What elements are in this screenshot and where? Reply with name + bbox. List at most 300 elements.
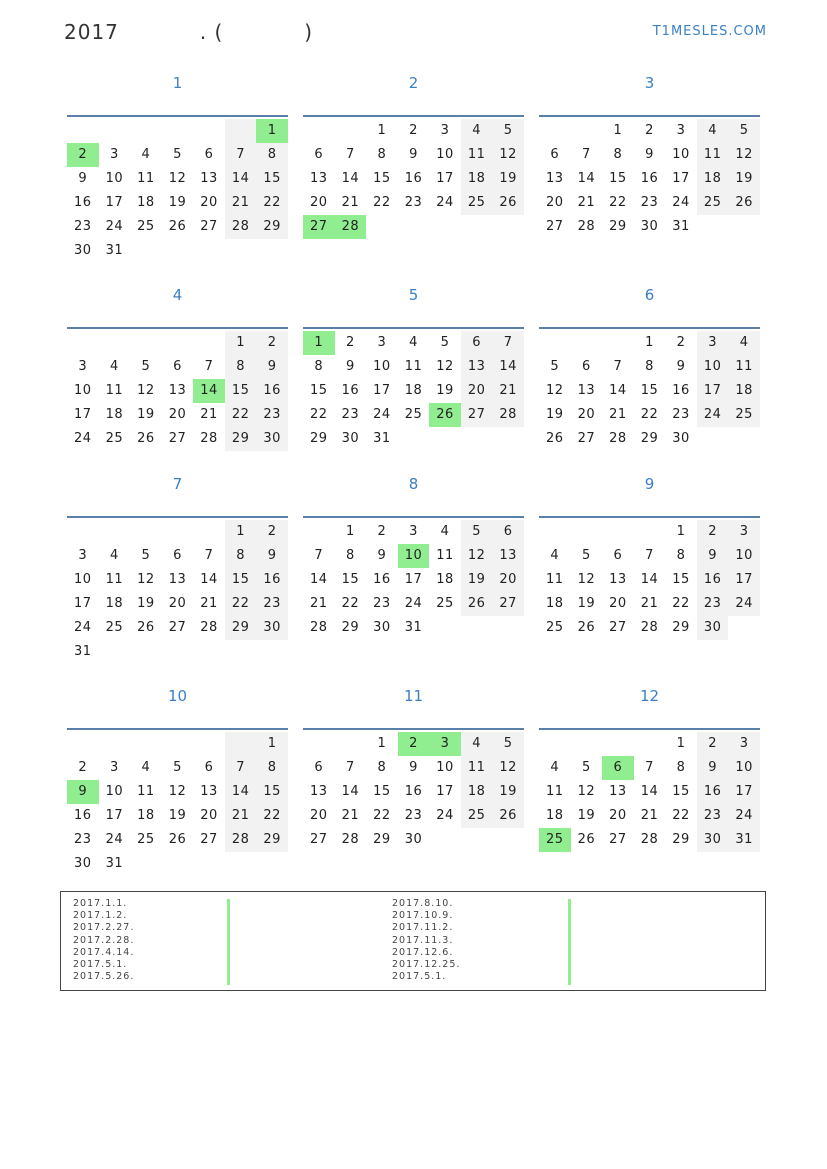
day-cell[interactable]: 23 xyxy=(74,219,92,234)
day-cell[interactable]: 16 xyxy=(697,780,729,804)
day-cell[interactable]: 15 xyxy=(672,572,690,587)
day-cell[interactable]: 4 xyxy=(141,147,151,162)
day-cell[interactable]: 16 xyxy=(373,572,391,587)
day-cell[interactable]: 18 xyxy=(137,195,155,210)
day-cell[interactable]: 20 xyxy=(577,407,596,422)
day-cell[interactable]: 18 xyxy=(404,383,423,398)
day-cell[interactable]: 2 xyxy=(256,331,288,355)
day-cell[interactable]: 25 xyxy=(728,403,760,427)
day-cell[interactable]: 5 xyxy=(581,760,591,775)
day-cell[interactable]: 23 xyxy=(404,808,423,823)
day-cell[interactable]: 14 xyxy=(341,171,360,186)
day-cell[interactable]: 22 xyxy=(256,191,288,215)
day-cell[interactable]: 23 xyxy=(256,403,288,427)
day-cell[interactable]: 27 xyxy=(577,431,596,446)
day-cell[interactable]: 9 xyxy=(697,544,729,568)
day-cell[interactable]: 25 xyxy=(137,832,155,847)
day-cell[interactable]: 2 xyxy=(676,335,686,350)
day-cell[interactable]: 3 xyxy=(440,123,450,138)
day-cell[interactable]: 26 xyxy=(577,620,596,635)
day-cell[interactable]: 18 xyxy=(697,167,729,191)
day-cell[interactable]: 10 xyxy=(74,572,92,587)
day-cell[interactable]: 9 xyxy=(676,359,686,374)
day-cell[interactable]: 16 xyxy=(256,379,288,403)
day-cell[interactable]: 24 xyxy=(404,596,423,611)
day-cell[interactable]: 15 xyxy=(256,167,288,191)
day-cell[interactable]: 27 xyxy=(168,431,187,446)
day-cell[interactable]: 9 xyxy=(256,544,288,568)
day-cell[interactable]: 5 xyxy=(581,548,591,563)
day-cell[interactable]: 24 xyxy=(436,808,454,823)
holiday-day-cell[interactable]: 27 xyxy=(303,215,335,239)
day-cell[interactable]: 19 xyxy=(168,195,187,210)
day-cell[interactable]: 13 xyxy=(546,171,564,186)
day-cell[interactable]: 24 xyxy=(672,195,690,210)
day-cell[interactable]: 28 xyxy=(341,832,360,847)
day-cell[interactable]: 11 xyxy=(404,359,423,374)
day-cell[interactable]: 5 xyxy=(492,119,524,143)
day-cell[interactable]: 16 xyxy=(697,568,729,592)
day-cell[interactable]: 22 xyxy=(373,195,391,210)
day-cell[interactable]: 6 xyxy=(314,147,324,162)
holiday-day-cell[interactable]: 10 xyxy=(398,544,430,568)
day-cell[interactable]: 4 xyxy=(550,760,560,775)
day-cell[interactable]: 28 xyxy=(640,832,659,847)
day-cell[interactable]: 18 xyxy=(461,167,493,191)
day-cell[interactable]: 5 xyxy=(728,119,760,143)
day-cell[interactable]: 3 xyxy=(78,359,88,374)
day-cell[interactable]: 13 xyxy=(200,171,218,186)
day-cell[interactable]: 19 xyxy=(461,568,493,592)
day-cell[interactable]: 22 xyxy=(310,407,328,422)
day-cell[interactable]: 20 xyxy=(492,568,524,592)
day-cell[interactable]: 10 xyxy=(728,756,760,780)
day-cell[interactable]: 22 xyxy=(225,592,257,616)
day-cell[interactable]: 2 xyxy=(78,760,88,775)
day-cell[interactable]: 6 xyxy=(550,147,560,162)
day-cell[interactable]: 14 xyxy=(577,171,596,186)
day-cell[interactable]: 15 xyxy=(373,784,391,799)
day-cell[interactable]: 26 xyxy=(461,592,493,616)
day-cell[interactable]: 2 xyxy=(377,524,387,539)
day-cell[interactable]: 9 xyxy=(697,756,729,780)
day-cell[interactable]: 9 xyxy=(645,147,654,162)
day-cell[interactable]: 1 xyxy=(345,524,355,539)
day-cell[interactable]: 12 xyxy=(492,143,524,167)
day-cell[interactable]: 13 xyxy=(577,383,596,398)
day-cell[interactable]: 20 xyxy=(168,407,187,422)
day-cell[interactable]: 22 xyxy=(672,808,690,823)
day-cell[interactable]: 23 xyxy=(404,195,423,210)
day-cell[interactable]: 12 xyxy=(492,756,524,780)
day-cell[interactable]: 15 xyxy=(373,171,391,186)
day-cell[interactable]: 23 xyxy=(341,407,360,422)
day-cell[interactable]: 21 xyxy=(492,379,524,403)
day-cell[interactable]: 11 xyxy=(461,143,493,167)
day-cell[interactable]: 16 xyxy=(404,171,423,186)
day-cell[interactable]: 1 xyxy=(676,736,686,751)
day-cell[interactable]: 15 xyxy=(672,784,690,799)
day-cell[interactable]: 5 xyxy=(461,520,493,544)
day-cell[interactable]: 7 xyxy=(345,760,355,775)
day-cell[interactable]: 4 xyxy=(109,548,119,563)
day-cell[interactable]: 25 xyxy=(697,191,729,215)
day-cell[interactable]: 29 xyxy=(225,427,257,451)
day-cell[interactable]: 13 xyxy=(461,355,493,379)
day-cell[interactable]: 30 xyxy=(697,828,729,852)
day-cell[interactable]: 18 xyxy=(546,596,564,611)
day-cell[interactable]: 16 xyxy=(341,383,360,398)
day-cell[interactable]: 3 xyxy=(697,331,729,355)
day-cell[interactable]: 24 xyxy=(436,195,454,210)
holiday-day-cell[interactable]: 26 xyxy=(429,403,461,427)
day-cell[interactable]: 24 xyxy=(105,832,124,847)
day-cell[interactable]: 26 xyxy=(168,219,187,234)
day-cell[interactable]: 17 xyxy=(436,171,454,186)
day-cell[interactable]: 18 xyxy=(105,596,124,611)
day-cell[interactable]: 1 xyxy=(377,123,387,138)
day-cell[interactable]: 4 xyxy=(697,119,729,143)
day-cell[interactable]: 20 xyxy=(546,195,564,210)
day-cell[interactable]: 8 xyxy=(377,760,387,775)
day-cell[interactable]: 21 xyxy=(225,804,257,828)
day-cell[interactable]: 16 xyxy=(672,383,690,398)
day-cell[interactable]: 7 xyxy=(492,331,524,355)
day-cell[interactable]: 24 xyxy=(105,219,124,234)
day-cell[interactable]: 3 xyxy=(728,732,760,756)
day-cell[interactable]: 23 xyxy=(74,832,92,847)
day-cell[interactable]: 7 xyxy=(204,359,214,374)
day-cell[interactable]: 10 xyxy=(728,544,760,568)
day-cell[interactable]: 22 xyxy=(672,596,690,611)
day-cell[interactable]: 29 xyxy=(672,620,690,635)
day-cell[interactable]: 2 xyxy=(645,123,654,138)
day-cell[interactable]: 19 xyxy=(577,596,596,611)
day-cell[interactable]: 20 xyxy=(461,379,493,403)
day-cell[interactable]: 8 xyxy=(345,548,355,563)
day-cell[interactable]: 15 xyxy=(225,568,257,592)
day-cell[interactable]: 9 xyxy=(377,548,387,563)
day-cell[interactable]: 16 xyxy=(404,784,423,799)
day-cell[interactable]: 7 xyxy=(225,143,257,167)
day-cell[interactable]: 22 xyxy=(225,403,257,427)
day-cell[interactable]: 11 xyxy=(137,784,155,799)
day-cell[interactable]: 14 xyxy=(225,167,257,191)
day-cell[interactable]: 8 xyxy=(676,760,686,775)
day-cell[interactable]: 3 xyxy=(78,548,88,563)
day-cell[interactable]: 30 xyxy=(672,431,690,446)
day-cell[interactable]: 12 xyxy=(546,383,564,398)
day-cell[interactable]: 10 xyxy=(74,383,92,398)
day-cell[interactable]: 29 xyxy=(609,219,627,234)
day-cell[interactable]: 2 xyxy=(697,520,729,544)
day-cell[interactable]: 14 xyxy=(640,572,659,587)
day-cell[interactable]: 11 xyxy=(105,572,124,587)
day-cell[interactable]: 10 xyxy=(672,147,690,162)
day-cell[interactable]: 12 xyxy=(137,383,155,398)
day-cell[interactable]: 19 xyxy=(728,167,760,191)
holiday-day-cell[interactable]: 1 xyxy=(256,119,288,143)
holiday-day-cell[interactable]: 2 xyxy=(67,143,99,167)
day-cell[interactable]: 5 xyxy=(440,335,450,350)
day-cell[interactable]: 22 xyxy=(640,407,659,422)
day-cell[interactable]: 28 xyxy=(640,620,659,635)
day-cell[interactable]: 17 xyxy=(105,808,124,823)
day-cell[interactable]: 4 xyxy=(461,732,493,756)
day-cell[interactable]: 7 xyxy=(645,760,654,775)
day-cell[interactable]: 10 xyxy=(697,355,729,379)
day-cell[interactable]: 19 xyxy=(492,780,524,804)
day-cell[interactable]: 30 xyxy=(341,431,360,446)
day-cell[interactable]: 17 xyxy=(436,784,454,799)
brand-logo[interactable]: T1MESLES.COM xyxy=(652,24,767,39)
holiday-day-cell[interactable]: 3 xyxy=(429,732,461,756)
day-cell[interactable]: 28 xyxy=(200,431,218,446)
day-cell[interactable]: 6 xyxy=(204,147,214,162)
day-cell[interactable]: 7 xyxy=(613,359,623,374)
day-cell[interactable]: 15 xyxy=(256,780,288,804)
day-cell[interactable]: 6 xyxy=(461,331,493,355)
day-cell[interactable]: 26 xyxy=(137,620,155,635)
day-cell[interactable]: 1 xyxy=(256,732,288,756)
day-cell[interactable]: 9 xyxy=(409,760,418,775)
holiday-day-cell[interactable]: 14 xyxy=(193,379,225,403)
day-cell[interactable]: 21 xyxy=(640,596,659,611)
day-cell[interactable]: 6 xyxy=(581,359,591,374)
day-cell[interactable]: 4 xyxy=(109,359,119,374)
day-cell[interactable]: 17 xyxy=(672,171,690,186)
day-cell[interactable]: 27 xyxy=(492,592,524,616)
day-cell[interactable]: 24 xyxy=(697,403,729,427)
holiday-day-cell[interactable]: 1 xyxy=(303,331,335,355)
day-cell[interactable]: 1 xyxy=(613,123,623,138)
day-cell[interactable]: 24 xyxy=(74,620,92,635)
day-cell[interactable]: 30 xyxy=(74,856,92,871)
day-cell[interactable]: 17 xyxy=(74,596,92,611)
day-cell[interactable]: 22 xyxy=(609,195,627,210)
day-cell[interactable]: 16 xyxy=(74,195,92,210)
day-cell[interactable]: 28 xyxy=(609,431,627,446)
day-cell[interactable]: 1 xyxy=(676,524,686,539)
day-cell[interactable]: 14 xyxy=(492,355,524,379)
day-cell[interactable]: 21 xyxy=(200,596,218,611)
day-cell[interactable]: 18 xyxy=(436,572,454,587)
day-cell[interactable]: 2 xyxy=(697,732,729,756)
day-cell[interactable]: 11 xyxy=(461,756,493,780)
day-cell[interactable]: 13 xyxy=(310,171,328,186)
day-cell[interactable]: 7 xyxy=(345,147,355,162)
day-cell[interactable]: 29 xyxy=(341,620,360,635)
day-cell[interactable]: 11 xyxy=(697,143,729,167)
day-cell[interactable]: 19 xyxy=(137,596,155,611)
day-cell[interactable]: 4 xyxy=(440,524,450,539)
day-cell[interactable]: 4 xyxy=(141,760,151,775)
day-cell[interactable]: 6 xyxy=(204,760,214,775)
day-cell[interactable]: 10 xyxy=(373,359,391,374)
day-cell[interactable]: 1 xyxy=(645,335,654,350)
day-cell[interactable]: 22 xyxy=(373,808,391,823)
day-cell[interactable]: 12 xyxy=(577,784,596,799)
day-cell[interactable]: 5 xyxy=(173,147,182,162)
day-cell[interactable]: 27 xyxy=(461,403,493,427)
day-cell[interactable]: 7 xyxy=(645,548,654,563)
day-cell[interactable]: 26 xyxy=(728,191,760,215)
day-cell[interactable]: 31 xyxy=(404,620,423,635)
day-cell[interactable]: 14 xyxy=(225,780,257,804)
day-cell[interactable]: 5 xyxy=(141,359,151,374)
day-cell[interactable]: 20 xyxy=(310,195,328,210)
day-cell[interactable]: 19 xyxy=(577,808,596,823)
day-cell[interactable]: 5 xyxy=(141,548,151,563)
day-cell[interactable]: 5 xyxy=(173,760,182,775)
day-cell[interactable]: 16 xyxy=(640,171,659,186)
day-cell[interactable]: 16 xyxy=(256,568,288,592)
day-cell[interactable]: 4 xyxy=(550,548,560,563)
day-cell[interactable]: 24 xyxy=(728,804,760,828)
day-cell[interactable]: 10 xyxy=(436,147,454,162)
day-cell[interactable]: 20 xyxy=(168,596,187,611)
day-cell[interactable]: 8 xyxy=(225,544,257,568)
day-cell[interactable]: 2 xyxy=(409,123,418,138)
day-cell[interactable]: 27 xyxy=(168,620,187,635)
day-cell[interactable]: 20 xyxy=(609,808,627,823)
day-cell[interactable]: 18 xyxy=(546,808,564,823)
day-cell[interactable]: 27 xyxy=(546,219,564,234)
day-cell[interactable]: 13 xyxy=(168,383,187,398)
day-cell[interactable]: 25 xyxy=(436,596,454,611)
day-cell[interactable]: 28 xyxy=(225,215,257,239)
day-cell[interactable]: 3 xyxy=(728,520,760,544)
day-cell[interactable]: 23 xyxy=(697,804,729,828)
day-cell[interactable]: 12 xyxy=(168,171,187,186)
holiday-day-cell[interactable]: 25 xyxy=(539,828,571,852)
day-cell[interactable]: 25 xyxy=(137,219,155,234)
day-cell[interactable]: 21 xyxy=(640,808,659,823)
day-cell[interactable]: 3 xyxy=(676,123,686,138)
day-cell[interactable]: 4 xyxy=(728,331,760,355)
day-cell[interactable]: 2 xyxy=(345,335,355,350)
holiday-day-cell[interactable]: 9 xyxy=(67,780,99,804)
day-cell[interactable]: 17 xyxy=(373,383,391,398)
day-cell[interactable]: 23 xyxy=(256,592,288,616)
day-cell[interactable]: 8 xyxy=(256,756,288,780)
day-cell[interactable]: 7 xyxy=(314,548,324,563)
day-cell[interactable]: 3 xyxy=(109,760,119,775)
day-cell[interactable]: 22 xyxy=(341,596,360,611)
day-cell[interactable]: 1 xyxy=(377,736,387,751)
day-cell[interactable]: 13 xyxy=(609,784,627,799)
day-cell[interactable]: 3 xyxy=(409,524,418,539)
day-cell[interactable]: 12 xyxy=(461,544,493,568)
day-cell[interactable]: 8 xyxy=(645,359,654,374)
day-cell[interactable]: 30 xyxy=(640,219,659,234)
day-cell[interactable]: 6 xyxy=(173,548,182,563)
day-cell[interactable]: 9 xyxy=(256,355,288,379)
day-cell[interactable]: 27 xyxy=(200,219,218,234)
day-cell[interactable]: 18 xyxy=(137,808,155,823)
day-cell[interactable]: 29 xyxy=(310,431,328,446)
day-cell[interactable]: 25 xyxy=(105,620,124,635)
day-cell[interactable]: 27 xyxy=(310,832,328,847)
day-cell[interactable]: 14 xyxy=(341,784,360,799)
day-cell[interactable]: 15 xyxy=(640,383,659,398)
day-cell[interactable]: 31 xyxy=(672,219,690,234)
day-cell[interactable]: 9 xyxy=(78,171,88,186)
day-cell[interactable]: 13 xyxy=(492,544,524,568)
day-cell[interactable]: 18 xyxy=(105,407,124,422)
day-cell[interactable]: 23 xyxy=(672,407,690,422)
day-cell[interactable]: 30 xyxy=(256,427,288,451)
day-cell[interactable]: 8 xyxy=(225,355,257,379)
day-cell[interactable]: 18 xyxy=(728,379,760,403)
day-cell[interactable]: 17 xyxy=(74,407,92,422)
day-cell[interactable]: 20 xyxy=(200,808,218,823)
day-cell[interactable]: 13 xyxy=(200,784,218,799)
day-cell[interactable]: 17 xyxy=(728,568,760,592)
day-cell[interactable]: 31 xyxy=(105,856,124,871)
day-cell[interactable]: 26 xyxy=(168,832,187,847)
day-cell[interactable]: 9 xyxy=(345,359,355,374)
day-cell[interactable]: 6 xyxy=(314,760,324,775)
day-cell[interactable]: 19 xyxy=(137,407,155,422)
day-cell[interactable]: 26 xyxy=(492,804,524,828)
day-cell[interactable]: 12 xyxy=(577,572,596,587)
day-cell[interactable]: 30 xyxy=(256,616,288,640)
day-cell[interactable]: 8 xyxy=(377,147,387,162)
holiday-day-cell[interactable]: 6 xyxy=(602,756,634,780)
holiday-day-cell[interactable]: 2 xyxy=(398,732,430,756)
day-cell[interactable]: 13 xyxy=(310,784,328,799)
day-cell[interactable]: 20 xyxy=(200,195,218,210)
day-cell[interactable]: 14 xyxy=(609,383,627,398)
day-cell[interactable]: 21 xyxy=(200,407,218,422)
day-cell[interactable]: 12 xyxy=(137,572,155,587)
day-cell[interactable]: 26 xyxy=(577,832,596,847)
day-cell[interactable]: 27 xyxy=(609,832,627,847)
day-cell[interactable]: 21 xyxy=(341,808,360,823)
day-cell[interactable]: 10 xyxy=(105,784,124,799)
day-cell[interactable]: 20 xyxy=(609,596,627,611)
day-cell[interactable]: 28 xyxy=(310,620,328,635)
day-cell[interactable]: 23 xyxy=(373,596,391,611)
holiday-day-cell[interactable]: 28 xyxy=(335,215,367,239)
day-cell[interactable]: 26 xyxy=(546,431,564,446)
day-cell[interactable]: 21 xyxy=(225,191,257,215)
day-cell[interactable]: 31 xyxy=(373,431,391,446)
day-cell[interactable]: 15 xyxy=(609,171,627,186)
day-cell[interactable]: 19 xyxy=(168,808,187,823)
day-cell[interactable]: 8 xyxy=(613,147,623,162)
day-cell[interactable]: 6 xyxy=(492,520,524,544)
day-cell[interactable]: 25 xyxy=(105,431,124,446)
day-cell[interactable]: 4 xyxy=(461,119,493,143)
day-cell[interactable]: 28 xyxy=(577,219,596,234)
day-cell[interactable]: 12 xyxy=(168,784,187,799)
day-cell[interactable]: 3 xyxy=(109,147,119,162)
day-cell[interactable]: 30 xyxy=(74,243,92,258)
day-cell[interactable]: 15 xyxy=(341,572,360,587)
day-cell[interactable]: 13 xyxy=(168,572,187,587)
day-cell[interactable]: 5 xyxy=(492,732,524,756)
day-cell[interactable]: 29 xyxy=(373,832,391,847)
day-cell[interactable]: 21 xyxy=(341,195,360,210)
day-cell[interactable]: 14 xyxy=(640,784,659,799)
day-cell[interactable]: 9 xyxy=(409,147,418,162)
day-cell[interactable]: 25 xyxy=(461,191,493,215)
day-cell[interactable]: 1 xyxy=(225,331,257,355)
day-cell[interactable]: 11 xyxy=(546,784,564,799)
day-cell[interactable]: 7 xyxy=(204,548,214,563)
